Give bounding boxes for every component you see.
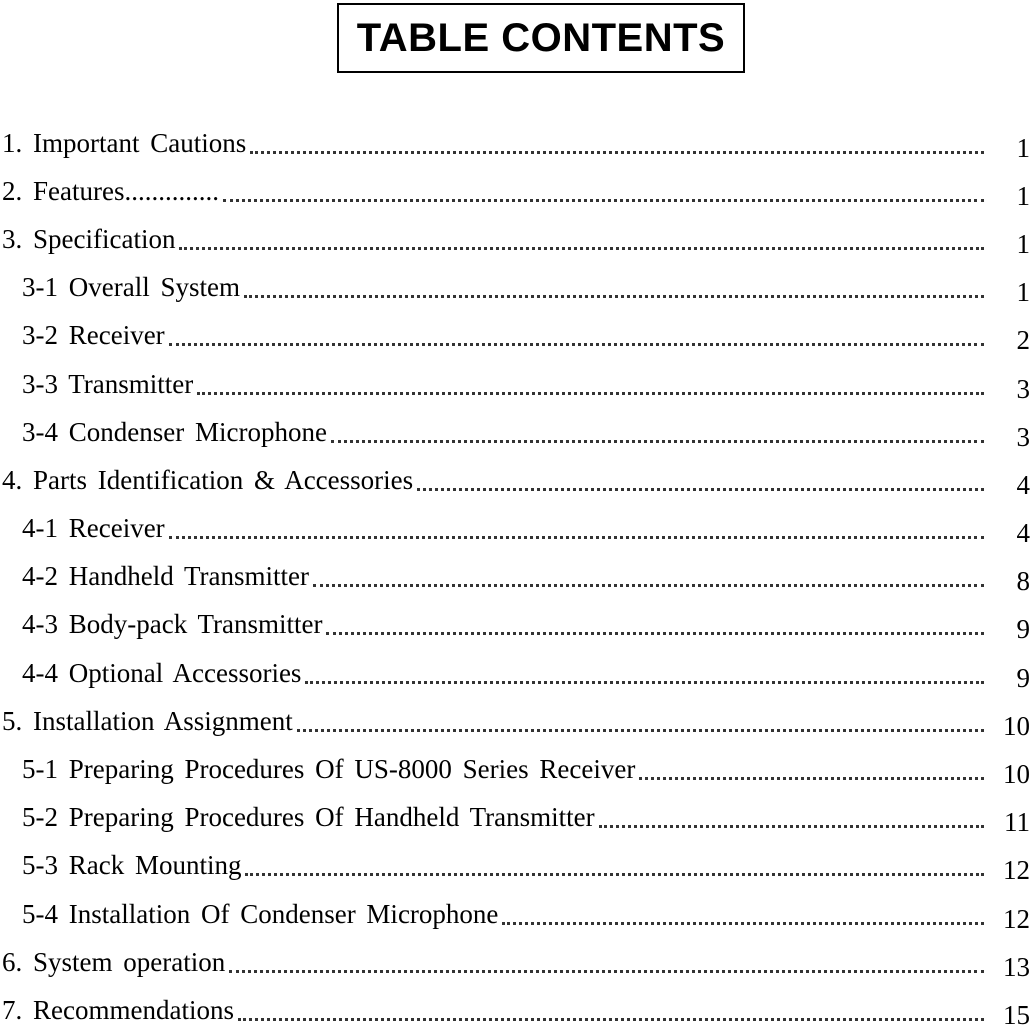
toc-entry-label: 5. Installation Assignment [2,705,293,736]
toc-entry [0,264,1034,312]
toc-entry [0,601,1034,649]
dot-leader [169,536,984,539]
toc-entry-page: 10 [1003,710,1030,741]
toc-entry-page: 8 [1016,566,1030,597]
dot-leader [305,681,984,684]
toc-entry [0,119,1034,167]
dot-leader [169,343,984,346]
dot-leader [250,151,984,154]
dot-leader [502,922,984,925]
dot-leader [244,295,984,298]
toc-entry [0,456,1034,504]
dot-leader [313,584,984,587]
toc-entry-label: 4-3 Body-pack Transmitter [22,609,323,640]
toc-entry [0,794,1034,842]
toc-entry-label: 4-2 Handheld Transmitter [22,561,309,592]
toc-entry-page: 10 [1003,759,1030,790]
toc-entry-label: 2. Features.............. [2,175,219,206]
toc-entry-page: 4 [1016,518,1030,549]
toc-entry-label: 3. Specification [2,223,176,254]
page-title: TABLE CONTENTS [356,15,726,60]
toc-entry [0,938,1034,986]
dot-leader [223,199,984,202]
table-of-contents [0,119,1034,1035]
toc-entry-page: 9 [1016,614,1030,645]
dot-leader [238,1018,984,1021]
toc-entry-page: 1 [1016,228,1030,259]
dot-leader [179,247,984,250]
toc-entry-page: 9 [1016,662,1030,693]
toc-entry-page: 15 [1003,999,1030,1030]
toc-entry [0,505,1034,553]
dot-leader [417,488,984,491]
dot-leader [639,777,984,780]
toc-entry [0,167,1034,215]
toc-entry-page: 1 [1016,180,1030,211]
toc-entry [0,842,1034,890]
toc-entry-label: 6. System operation [2,946,226,977]
toc-entry-page: 11 [1004,807,1030,838]
toc-entry [0,408,1034,456]
toc-entry-page: 1 [1016,132,1030,163]
toc-entry-label: 3-1 Overall System [22,272,240,303]
toc-entry [0,215,1034,263]
toc-entry-label: 3-2 Receiver [22,320,165,351]
toc-entry-label: 3-4 Condenser Microphone [22,416,327,447]
toc-entry [0,360,1034,408]
toc-entry-label: 5-3 Rack Mounting [22,850,242,881]
toc-entry-page: 4 [1016,469,1030,500]
title-box [337,3,745,73]
toc-entry [0,312,1034,360]
toc-entry-page: 2 [1016,325,1030,356]
toc-entry-label: 4. Parts Identification & Accessories [2,464,414,495]
toc-entry [0,697,1034,745]
dot-leader [229,970,984,973]
toc-entry-label: 4-4 Optional Accessories [22,657,302,688]
toc-entry-label: 1. Important Cautions [2,127,247,158]
toc-entry-page: 13 [1003,951,1030,982]
toc-entry-label: 7. Recommendations [2,994,234,1025]
dot-leader [245,873,984,876]
toc-entry [0,890,1034,938]
toc-entry-page: 1 [1016,277,1030,308]
toc-entry-page: 12 [1003,903,1030,934]
toc-entry-label: 5-2 Preparing Procedures Of Handheld Transmitter [22,802,595,833]
dot-leader [326,632,984,635]
dot-leader [331,440,984,443]
toc-entry-page: 3 [1016,421,1030,452]
toc-entry [0,649,1034,697]
toc-entry-label: 5-1 Preparing Procedures Of US-8000 Series Receiver [22,754,636,785]
toc-entry [0,986,1034,1034]
toc-entry-label: 4-1 Receiver [22,513,165,544]
toc-entry [0,553,1034,601]
toc-entry-page: 12 [1003,855,1030,886]
dot-leader [197,392,984,395]
dot-leader [599,825,984,828]
toc-entry-page: 3 [1016,373,1030,404]
toc-entry-label: 5-4 Installation Of Condenser Microphone [22,898,499,929]
dot-leader [297,729,984,732]
toc-entry-label: 3-3 Transmitter [22,368,194,399]
toc-entry [0,745,1034,793]
